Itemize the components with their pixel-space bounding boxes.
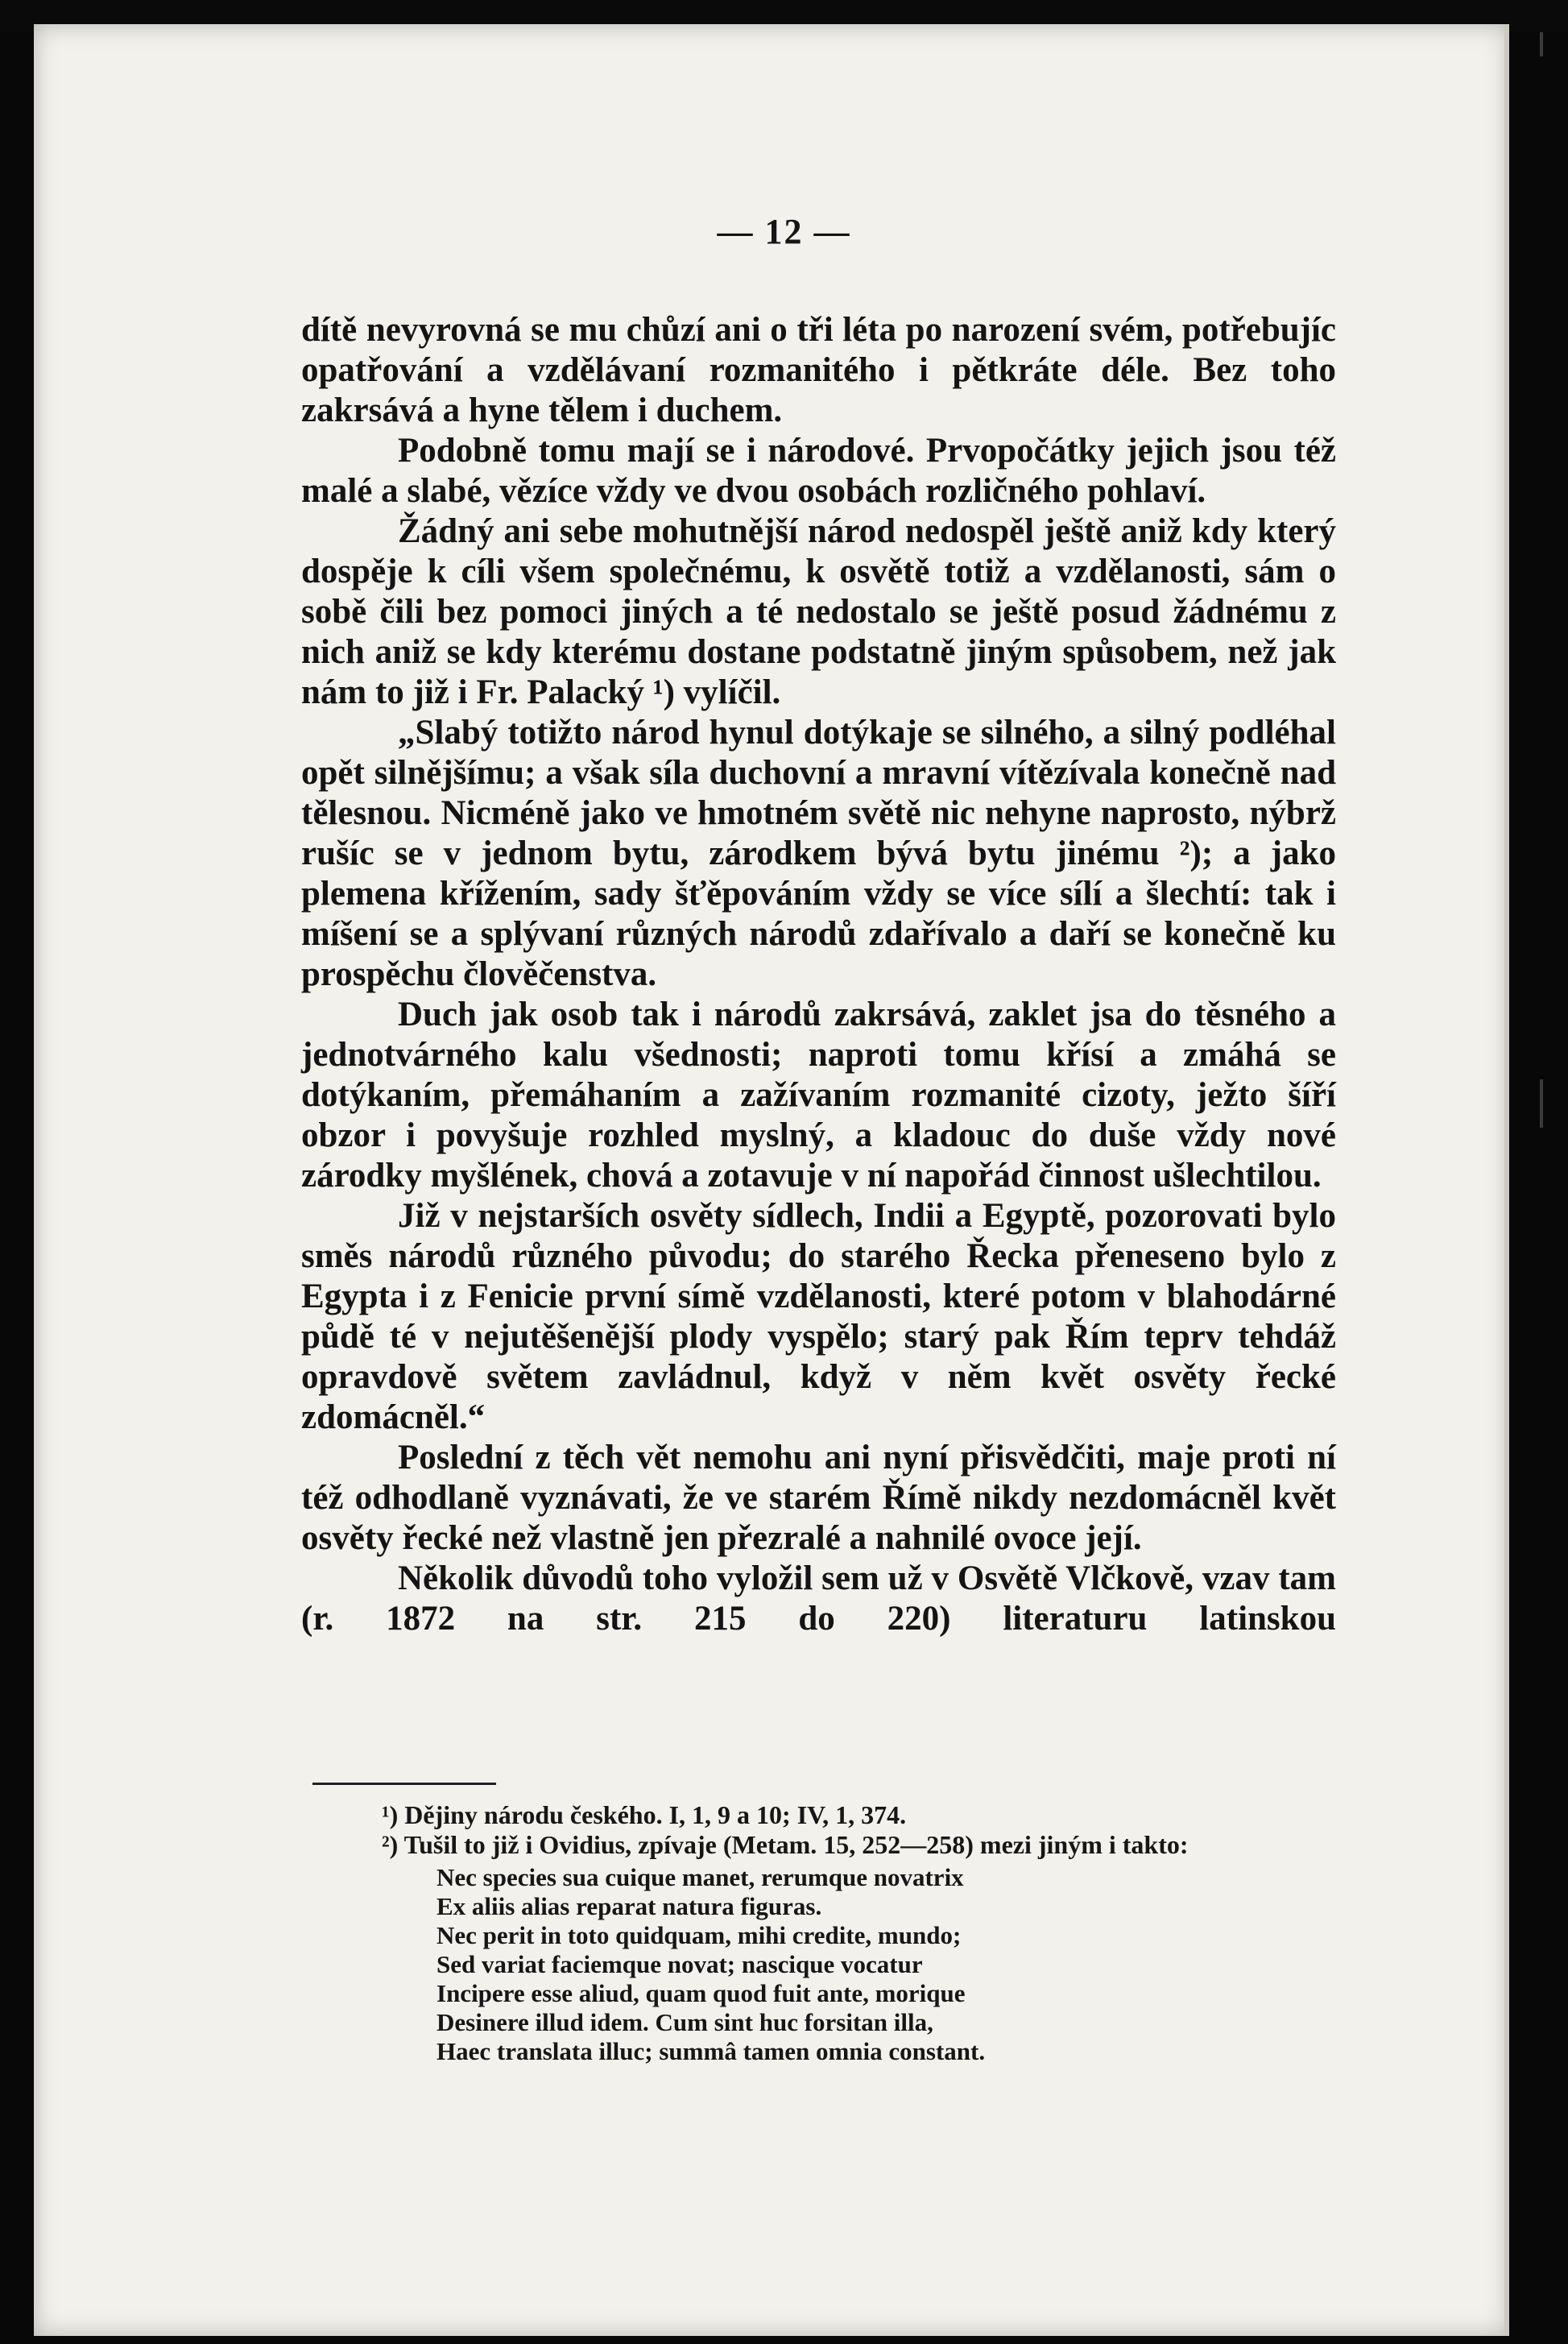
verse-line: Sed variat faciemque novat; nascique vocatur: [436, 1950, 923, 1978]
paragraph: Žádný ani sebe mohutnější národ nedospěl ještě aniž kdy který dospěje k cíli všem společnému, k osvětě totiž a vzdělanosti, sám o sobě čili bez pomoci jiných a té nedostalo se ještě posud žádnému z nich aniž se kdy kterému dostane podstatně jiným spůsobem, než jak nám to již i Fr. Palacký ¹) vylíčil.: [301, 512, 1336, 711]
body-text: [301, 310, 1336, 1639]
scan-artifact: [1540, 32, 1543, 56]
paragraph: Podobně tomu mají se i národové. Prvopočátky jejich jsou též malé a slabé, vězíce vždy ve dvou osobách rozličného pohlaví.: [301, 432, 1336, 510]
quote-paragraph: Duch jak osob tak i národů zakrsává, zaklet jsa do těsného a jednotvárného kalu všednosti; naproti tomu křísí a zmáhá se dotýkaním, přemáhaním a zažívaním rozmanité cizoty, ježto šíří obzor i povyšuje rozhled myslný, a kladouc do duše vždy nové zárodky myšlének, chová a zotavuje v ní napořád činnost ušlechtilou.: [301, 996, 1336, 1195]
page-number: — 12 —: [717, 212, 851, 251]
scan-artifact: [1540, 1079, 1543, 1128]
footnotes: [301, 1800, 1336, 2066]
page-edge: [1504, 24, 1509, 2336]
verse-line: Incipere esse aliud, quam quod fuit ante, morique: [436, 1979, 966, 2007]
footnote: ²) Tušil to již i Ovidius, zpívaje (Metam. 15, 252—258) mezi jiným i takto:: [382, 1830, 1189, 1859]
quote-paragraph: „Slabý totižto národ hynul dotýkaje se silného, a silný podléhal opět silnějšímu; a však síla duchovní a mravní vítězívala konečně nad tělesnou. Nicméně jako ve hmotném světě nic nehyne naprosto, nýbrž rušíc se v jednom bytu, zárodkem bývá bytu jinému ²); a jako plemena křížením, sady šťěpováním vždy se více sílí a šlechtí: tak i míšení se a splývaní různých národů zdařívalo a daří se konečně ku prospěchu člověčenstva.: [301, 714, 1336, 993]
footnote-divider: [312, 1783, 496, 1785]
verse-line: Ex aliis alias reparat natura figuras.: [436, 1892, 822, 1920]
paragraph: dítě nevyrovná se mu chůzí ani o tři léta po narození svém, potřebujíc opatřování a vzdělávaní rozmanitého i pětkráte déle. Bez toho zakrsává a hyne tělem i duchem.: [301, 311, 1336, 429]
verse-line: Haec translata illuc; summâ tamen omnia constant.: [436, 2037, 986, 2065]
verse-line: Nec species sua cuique manet, rerumque novatrix: [436, 1863, 964, 1891]
paragraph: Poslední z těch vět nemohu ani nyní přisvědčiti, maje proti ní též odhodlaně vyznávati, že ve starém Římě nikdy nezdomácněl květ osvěty řecké než vlastně jen přezralé a nahnilé ovoce její.: [301, 1439, 1336, 1557]
footnote: ¹) Dějiny národu českého. I, 1, 9 a 10; IV, 1, 374.: [382, 1800, 907, 1829]
quote-paragraph: Již v nejstarších osvěty sídlech, Indii a Egyptě, pozorovati bylo směs národů různého původu; do starého Řecka přeneseno bylo z Egypta i z Fenicie první símě vzdělanosti, které potom v blahodárné půdě té v nejutěšenější plody vyspělo; starý pak Řím teprv tehdáž opravdově světem zavládnul, když v něm květ osvěty řecké zdomácněl.“: [301, 1197, 1336, 1436]
latin-verse: [436, 1863, 1336, 2066]
verse-line: Desinere illud idem. Cum sint huc forsitan illa,: [436, 2008, 933, 2036]
paragraph: Několik důvodů toho vyložil sem už v Osvětě Vlčkově, vzav tam (r. 1872 na str. 215 do 220) literaturu latinskou: [301, 1559, 1336, 1638]
verse-line: Nec perit in toto quidquam, mihi credite, mundo;: [436, 1921, 962, 1949]
